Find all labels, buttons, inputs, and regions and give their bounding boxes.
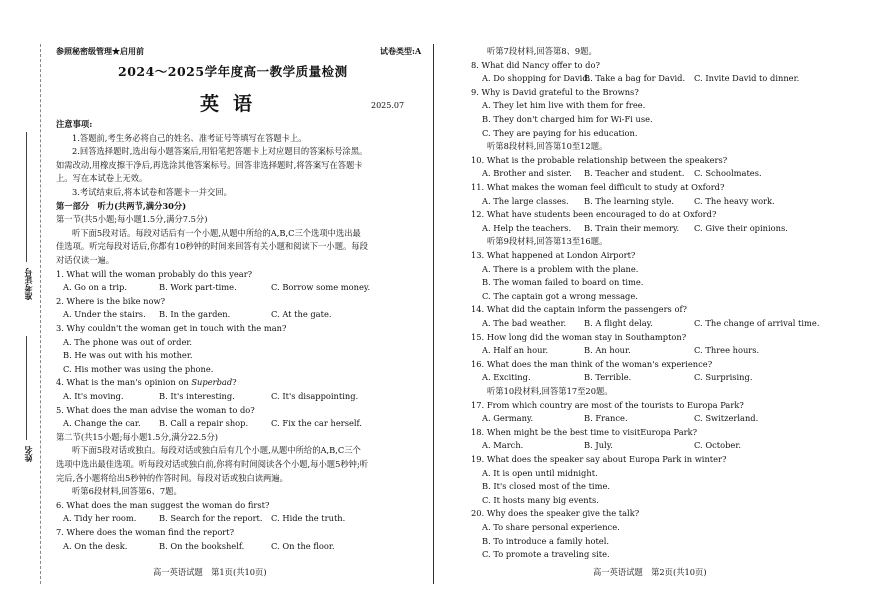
part1-title: 第一部分 听力(共两节,满分30分) xyxy=(56,200,187,211)
answer-option: B. To introduce a family hotel. xyxy=(482,535,610,546)
question-stem: 8. What did Nancy offer to do? xyxy=(471,59,600,70)
section2-instruction: 完后,各小题将给出5秒钟的作答时间。每段对话或独白读两遍。 xyxy=(56,472,288,483)
answer-option: C. The change of arrival time. xyxy=(694,318,820,328)
answer-option: A. They let him live with them for free. xyxy=(482,100,646,111)
notes-line: 如需改动,用橡皮擦干净后,再选涂其他答案标号。回答非选择题时,将答案写在答题卡 xyxy=(56,159,363,170)
answer-option: C. Borrow some money. xyxy=(271,282,371,293)
answer-option: B. Call a repair shop. xyxy=(159,418,249,429)
answer-option: B. They don't charged him for Wi-Fi use. xyxy=(482,114,653,124)
paper-type-label: 试卷类型:A xyxy=(380,46,422,56)
answer-option: C. Invite David to dinner. xyxy=(694,73,800,84)
answer-option: C. Fix the car herself. xyxy=(271,418,362,429)
answer-option: C. Give their opinions. xyxy=(694,222,788,233)
answer-option: B. Take a bag for David. xyxy=(584,73,686,84)
name-label: 姓名 xyxy=(23,446,33,462)
question-stem: 5. What does the man advise the woman to do? xyxy=(56,404,255,415)
exam-title: 2024～2025学年度高一教学质量检测 xyxy=(118,64,348,79)
section1-instruction: 听下面5段对话。每段对话后有一个小题,从题中所给的A,B,C三个选项中选出最 xyxy=(72,227,361,238)
material-label: 听第7段材料,回答第8、9题。 xyxy=(487,46,597,56)
answer-option: C. The heavy work. xyxy=(694,195,775,206)
section1-title: 第一节(共5小题;每小题1.5分,满分7.5分) xyxy=(56,214,208,225)
answer-option: B. In the garden. xyxy=(159,309,231,320)
answer-option: C. They are paying for his education. xyxy=(482,127,638,138)
confidential-label: 参照秘密级管理★启用前 xyxy=(56,46,144,56)
section1-instruction: 佳选项。听完每段对话后,你都有10秒钟的时间来回答有关小题和阅读下一小题。每段 xyxy=(56,241,368,252)
column-divider xyxy=(433,44,434,584)
answer-option: A. It is open until midnight. xyxy=(482,467,598,478)
answer-option: A. Change the car. xyxy=(63,418,141,429)
material-label: 听第10段材料,回答第17至20题。 xyxy=(487,386,613,396)
subject-title: 英语 xyxy=(200,93,267,115)
answer-option: A. There is a problem with the plane. xyxy=(482,263,639,274)
answer-option: A. Go on a trip. xyxy=(63,282,127,293)
answer-option: C. October. xyxy=(694,440,742,451)
answer-option: A. The phone was out of order. xyxy=(63,336,193,347)
question-stem: 15. How long did the woman stay in Southampton? xyxy=(471,331,687,342)
answer-option: A. On the desk. xyxy=(63,540,128,551)
exam-id-line xyxy=(26,132,27,262)
notes-line: 2.回答选择题时,选出每小题答案后,用铅笔把答题卡上对应题目的答案标号涂黑。 xyxy=(72,146,368,157)
question-stem: 18. When might be the best time to visitEuropa Park? xyxy=(471,426,698,437)
answer-option: A. Do shopping for David. xyxy=(482,73,591,84)
answer-option: B. An hour. xyxy=(584,345,631,356)
footer-page-2: 高一英语试题 第2页(共10页) xyxy=(593,567,707,577)
question-stem: 10. What is the probable relationship between the speakers? xyxy=(471,154,728,165)
exam-id-label: 准考证号 xyxy=(23,268,33,300)
answer-option: A. Exciting. xyxy=(482,372,531,383)
answer-option: C. His mother was using the phone. xyxy=(63,363,214,374)
question-mark: ? xyxy=(232,377,237,388)
question-stem: 3. Why couldn't the woman get in touch with the man? xyxy=(56,323,287,333)
question-stem: 12. What have students been encouraged to do at Oxford? xyxy=(471,209,717,220)
answer-option: A. Help the teachers. xyxy=(482,222,572,233)
section2-instruction: 听下面5段对话或独白。每段对话或独白后有几个小题,从题中所给的A,B,C三个 xyxy=(72,445,361,456)
question-stem: 16. What does the man think of the woman's experience? xyxy=(471,358,713,369)
movie-title: Superbad xyxy=(191,377,233,388)
question-stem: 2. Where is the bike now? xyxy=(56,295,166,306)
exam-date: 2025.07 xyxy=(371,101,405,110)
answer-option: C. It's disappointing. xyxy=(271,391,359,401)
question-stem: 20. Why does the speaker give the talk? xyxy=(471,508,640,519)
section2-title: 第二节(共15小题;每小题1.5分,满分22.5分) xyxy=(56,431,218,442)
answer-option: B. Search for the report. xyxy=(159,513,263,524)
question-stem: 6. What does the man suggest the woman do first? xyxy=(56,499,270,510)
question-stem: 7. Where does the woman find the report? xyxy=(56,527,235,537)
answer-option: A. Brother and sister. xyxy=(482,168,572,179)
answer-option: B. A flight delay. xyxy=(584,318,653,328)
question-stem: 1. What will the woman probably do this year? xyxy=(56,268,253,279)
answer-option: A. The bad weather. xyxy=(482,318,567,328)
answer-option: B. It's closed most of the time. xyxy=(482,481,610,492)
notes-line: 上。写在本试卷上无效。 xyxy=(56,173,148,184)
question-stem-text: 4. What is the man's opinion on xyxy=(56,377,192,388)
answer-option: C. Three hours. xyxy=(694,345,760,356)
notes-line: 3.考试结束后,将本试卷和答题卡一并交回。 xyxy=(72,187,232,197)
answer-option: C. It hosts many big events. xyxy=(482,494,599,505)
notes-line: 1.答题前,考生务必将自己的姓名、准考证号等填写在答题卡上。 xyxy=(72,132,307,143)
name-line xyxy=(26,336,27,440)
answer-option: C. Switzerland. xyxy=(694,413,759,424)
answer-option: C. Schoolmates. xyxy=(694,168,762,179)
answer-option: B. Terrible. xyxy=(584,372,632,383)
answer-option: B. Work part-time. xyxy=(159,282,237,293)
answer-option: A. Half an hour. xyxy=(482,345,549,356)
answer-option: C. Hide the truth. xyxy=(271,513,346,524)
answer-option: A. Tidy her room. xyxy=(63,513,137,524)
binding-dashed-line xyxy=(40,44,41,584)
answer-option: B. Teacher and student. xyxy=(584,168,685,179)
section2-instruction: 选项中选出最佳选项。听每段对话或独白前,你将有时间阅读各个小题,每小题5秒钟;听 xyxy=(56,459,369,469)
question-stem: 11. What makes the woman feel difficult to study at Oxford? xyxy=(471,182,725,192)
question-stem: 19. What does the speaker say about Europa Park in winter? xyxy=(471,454,727,464)
notes-title: 注意事项: xyxy=(56,119,93,129)
answer-option: C. On the floor. xyxy=(271,540,335,551)
answer-option: C. The captain got a wrong message. xyxy=(482,290,638,301)
footer-page-1: 高一英语试题 第1页(共10页) xyxy=(153,567,267,577)
material-label: 听第9段材料,回答第13至16题。 xyxy=(487,236,608,247)
answer-option: B. July. xyxy=(584,440,613,451)
answer-option: B. France. xyxy=(584,413,628,424)
answer-option: B. Train their memory. xyxy=(584,222,680,233)
answer-option: A. To share personal experience. xyxy=(482,522,620,532)
question-stem: 13. What happened at London Airport? xyxy=(471,250,636,260)
answer-option: C. At the gate. xyxy=(271,309,332,320)
question-stem: 14. What did the captain inform the passengers of? xyxy=(471,304,687,315)
answer-option: C. To promote a traveling site. xyxy=(482,549,610,560)
answer-option: B. It's interesting. xyxy=(159,391,235,401)
answer-option: A. The large classes. xyxy=(482,195,569,206)
answer-option: A. It's moving. xyxy=(63,391,124,401)
answer-option: A. Germany. xyxy=(482,413,534,424)
answer-option: B. The learning style. xyxy=(584,195,675,206)
answer-option: C. Surprising. xyxy=(694,372,753,383)
question-stem: 9. Why is David grateful to the Browns? xyxy=(471,86,639,97)
material-label: 听第8段材料,回答第10至12题。 xyxy=(487,141,608,152)
question-stem: 17. From which country are most of the tourists to Europa Park? xyxy=(471,399,744,410)
answer-option: A. Under the stairs. xyxy=(63,309,146,320)
answer-option: B. The woman failed to board on time. xyxy=(482,277,644,288)
material-label: 听第6段材料,回答第6、7题。 xyxy=(72,486,182,497)
answer-option: B. On the bookshelf. xyxy=(159,540,245,551)
section1-instruction: 对话仅读一遍。 xyxy=(56,255,115,265)
question-stem xyxy=(56,377,237,387)
answer-option: B. He was out with his mother. xyxy=(63,350,193,361)
answer-option: A. March. xyxy=(482,440,524,451)
